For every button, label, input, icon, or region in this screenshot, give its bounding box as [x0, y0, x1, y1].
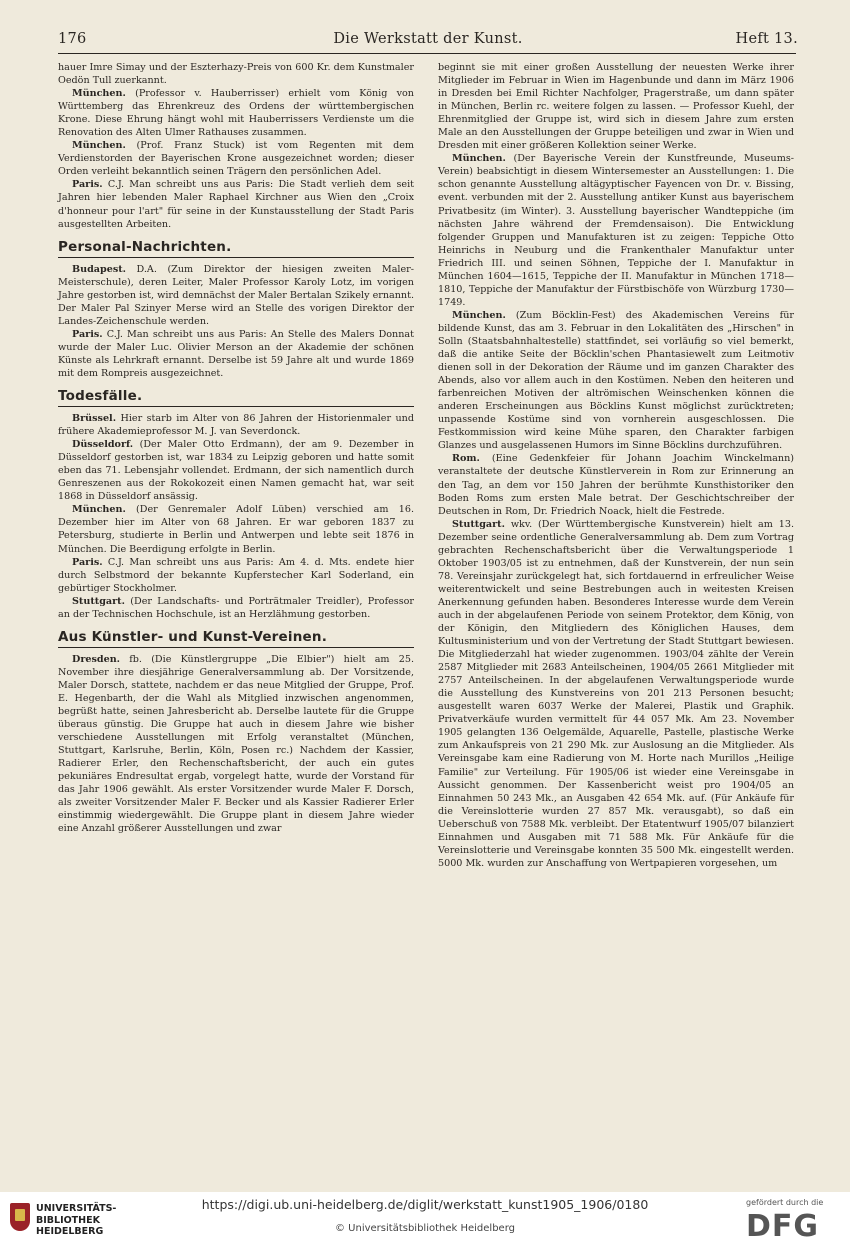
paragraph-text: beginnt sie mit einer großen Ausstellung der neuesten Werke ihrer Mitglieder im Februar in Wien im Hagenbunde und dann im März 1906 in Dresden bei Emil Richter Nachfolger, Pragerstraße, um dann später in München, Berlin rc. weitere folgen zu lassen. — Professor Kuehl, der Ehrenmitglied der Gruppe ist, wird sich in diesem Jahre zum ersten Male an den Ausstellungen der Gruppe beteiligen und zwar in Wien und Dresden mit einer größeren Kollektion seiner Werke.: [438, 62, 794, 152]
news-paragraph: [58, 412, 414, 438]
paragraph-text: wkv. (Der Württembergische Kunstverein) hielt am 13. Dezember seine ordentliche Generalversammlung ab. Dem zum Vortrag gebrachten Rechenschaftsbericht über die Verwaltungsperiode 1 Oktober 1903/05 ist zu entnehmen, daß der Kunstverein, der nun sein 78. Vereinsjahr zurückgelegt hat, sich fortdauernd in erfreulicher Weise weiterentwickelt und seine Bestrebungen auch in weitesten Kreisen Anerkennung gefunden haben. Besonderes Interesse wurde dem Verein auch in der abgelaufenen Periode von seinem Protektor, dem König, von der Königin, den Mitgliedern des Königlichen Hauses, dem Kultusministerium und von der Vertretung der Stadt Stuttgart bewiesen. Die Mitgliederzahl hat wieder zugenommen. 1903/04 zählte der Verein 2587 Mitglieder mit 2683 Anteilscheinen, 1904/05 2661 Mitglieder mit 2757 Anteilscheinen. In der abgelaufenen Verwaltungsperiode wurde die Ausstellung des Kunstvereins von 201 213 Personen besucht; ausgestellt waren 6037 Werke der Malerei, Plastik und Graphik. Privatverkäufe wurden vermittelt für 44 057 Mk. Am 23. November 1905 gelangten 136 Oelgemälde, Aquarelle, Pastelle, plastische Werke zum Ankaufspreis von 21 290 Mk. zur Auslosung an die Mitglieder. Als Vereinsgabe kam eine Radierung von M. Horte nach Murillos „Heilige Familie" zur Verteilung. Für 1905/06 ist wieder eine Vereinsgabe in Aussicht genommen. Der Kassenbericht weist pro 1904/05 an Einnahmen 50 243 Mk., an Ausgaben 42 654 Mk. auf. (Für Ankäufe für die Vereinslotterie wurden 27 857 Mk. verausgabt), so daß ein Ueberschuß von 7588 Mk. verbleibt. Der Etatentwurf 1905/07 bilanziert Einnahmen und Ausgaben mit 71 588 Mk. Für Ankäufe für die Vereinslotterie und Vereinsgabe konnten 35 500 Mk. eingestellt werden. 5000 Mk. wurden zur Anschaffung von Wertpapieren vorgesehen, um: [438, 518, 794, 869]
viewer-footer: [0, 1192, 850, 1250]
paragraph-text: C.J. Man schreibt uns aus Paris: An Stelle des Malers Donnat wurde der Maler Luc. Olivier Merson an der Akademie der schönen Künste als Lehrkraft ernannt. Derselbe ist 59 Jahre alt und wurde 1869 mit dem Rompreis ausgezeichnet.: [58, 328, 414, 379]
paragraph-text: C.J. Man schreibt uns aus Paris: Die Stadt verlieh dem seit Jahren hier lebenden Maler Raphael Kirchner aus Wien den „Croix d'honneur pour l'art" für seine in der Kunstausstellung der Stadt Paris ausgestellten Arbeiten.: [58, 179, 414, 230]
paragraph-text: (Eine Gedenkfeier für Johann Joachim Winckelmann) veranstaltete der deutsche Künstlerverein in Rom zur Erinnerung an den Tag, an dem vor 150 Jahren der berühmte Kunsthistoriker den Boden Roms zum ersten Male betrat. Der Geschichtschreiber der Deutschen in Rom, Dr. Friedrich Noack, hielt die Festrede.: [438, 453, 794, 517]
news-paragraph: [58, 178, 414, 230]
news-paragraph: [58, 139, 414, 178]
copyright-note: © Universitätsbibliothek Heidelberg: [334, 1223, 515, 1234]
dateline: Dresden.: [72, 653, 121, 665]
dateline: Rom.: [452, 453, 480, 465]
news-paragraph: [438, 61, 794, 152]
news-paragraph: [58, 438, 414, 503]
news-paragraph: [58, 61, 414, 87]
dateline: München.: [72, 88, 126, 100]
dateline: München.: [452, 153, 506, 165]
dateline: Stuttgart.: [452, 518, 505, 530]
funder-note: gefördert durch die: [746, 1198, 824, 1207]
paragraph-text: (Der Genremaler Adolf Lüben) verschied am 16. Dezember hier im Alter von 68 Jahren. Er war geboren 1837 zu Petersburg, studierte in Berlin und Antwerpen und lebte seit 1876 in München. Die Beerdigung erfolgte in Berlin.: [58, 504, 414, 555]
news-paragraph: [58, 328, 414, 380]
news-paragraph: [58, 263, 414, 328]
journal-title: Die Werkstatt der Kunst.: [333, 31, 523, 47]
issue-number: Heft 13.: [735, 31, 798, 47]
paragraph-text: (Zum Böcklin-Fest) des Akademischen Vereins für bildende Kunst, das am 3. Februar in den Lokalitäten des „Hirschen" in Solln (Staatsbahnhaltestelle) stattfindet, sei vorläufig so viel bemerkt, daß die antike Seite der Böcklin'schen Phantasiewelt zum Leitmotiv dienen soll in der Dekoration der Räume und im ganzen Charakter des Abends, also vor allem auch in den Kostümen. Neben den heiteren und farbenreichen Motiven der altrömischen Weinschenken können die anderen Erscheinungen aus Böcklins Kunst möglichst zurücktreten; unpassende Kostüme sind von vornherein ausgeschlossen. Die Festkommission wird keine Mühe sparen, den Charakter farbigen Glanzes und ausgelassenen Humors im Sinne Böcklins durchzuführen.: [438, 309, 794, 452]
dateline: Brüssel.: [72, 413, 117, 425]
news-paragraph: [438, 309, 794, 453]
news-paragraph: [438, 518, 794, 870]
library-name: UNIVERSITÄTS- BIBLIOTHEK HEIDELBERG: [36, 1203, 117, 1237]
dateline: Düsseldorf.: [72, 439, 134, 451]
section-heading: Aus Künstler- und Kunst-Vereinen.: [58, 629, 414, 648]
news-paragraph: [438, 152, 794, 309]
paragraph-text: (Professor v. Hauberrisser) erhielt vom König von Württemberg das Ehrenkreuz des Ordens der württembergischen Krone. Diese Ehrung hängt wohl mit Hauberrissers Verdienste um die Renovation des Alten Ulmer Rathauses zusammen.: [58, 88, 414, 139]
dateline: München.: [452, 309, 506, 321]
dateline: München.: [72, 140, 126, 152]
section-heading: Todesfälle.: [58, 388, 414, 407]
permalink[interactable]: https://digi.ub.uni-heidelberg.de/diglit/werkstatt_kunst1905_1906/0180: [201, 1197, 649, 1212]
dateline: Paris.: [72, 556, 103, 568]
paragraph-text: (Der Landschafts- und Porträtmaler Treidler), Professor an der Technischen Hochschule, ist an Herzlähmung gestorben.: [58, 595, 414, 620]
dateline: Paris.: [72, 179, 103, 191]
paragraph-text: Hier starb im Alter von 86 Jahren der Historienmaler und frühere Akademieprofessor M. J. van Severdonck.: [58, 413, 414, 438]
funder-logo[interactable]: [746, 1198, 836, 1244]
paragraph-text: hauer Imre Simay und der Eszterhazy-Preis von 600 Kr. dem Kunstmaler Oedön Tull zuerkannt.: [58, 62, 414, 87]
paragraph-text: (Prof. Franz Stuck) ist vom Regenten mit dem Verdienstorden der Bayerischen Krone ausgezeichnet worden; dieser Orden verleiht bekanntlich seinen Trägern den persönlichen Adel.: [58, 140, 414, 178]
dateline: Stuttgart.: [72, 595, 125, 607]
dateline: Paris.: [72, 328, 103, 340]
dateline: München.: [72, 504, 126, 516]
right-column: [438, 61, 794, 870]
news-paragraph: [58, 595, 414, 621]
left-column: [58, 61, 414, 835]
news-paragraph: [58, 87, 414, 139]
paragraph-text: D.A. (Zum Direktor der hiesigen zweiten Maler-Meisterschule), deren Leiter, Maler Professor Karoly Lotz, im vorigen Jahre gestorben ist, wird demnächst der Maler Bertalan Szikely ernannt. Der Maler Pal Szinyer Merse wird an Stelle des vorigen Direktor der Landes-Zeichenschule werden.: [58, 263, 414, 327]
dfg-logo-text: DFG: [746, 1209, 820, 1244]
paragraph-text: C.J. Man schreibt uns aus Paris: Am 4. d. Mts. endete hier durch Selbstmord der bekannte Kupferstecher Karl Soderland, ein gebürtiger Stockholmer.: [58, 556, 414, 594]
page-number: 176: [58, 31, 87, 47]
header-rule: [58, 53, 796, 54]
running-header: [58, 31, 798, 53]
paragraph-text: (Der Bayerische Verein der Kunstfreunde, Museums-Verein) beabsichtigt in diesem Wintersemester an Ausstellungen: 1. Die schon genannte Ausstellung altägyptischer Fayencen von Dr. v. Bissing, event. verbunden mit der 2. Ausstellung antiker Kunst aus bayerischem Privatbesitz (im Winter). 3. Ausstellung bayerischer Wandteppiche (im nächsten Jahre während der Fremdensaison). Die Entwicklung folgender Gruppen und Manufakturen ist zu zeigen: Teppiche Otto Heinrichs in Neuburg und die Frankenthaler Manufaktur unter Friedrich III. und seinen Söhnen, Teppiche der I. Manufaktur in München 1604—1615, Teppiche der II. Manufaktur in München 1718—1810, Teppiche der Manufaktur der Fürstbischöfe von Würzburg 1730—1749.: [438, 153, 794, 308]
news-paragraph: [438, 452, 794, 517]
news-paragraph: [58, 503, 414, 555]
paragraph-text: (Der Maler Otto Erdmann), der am 9. Dezember in Düsseldorf gestorben ist, war 1834 zu Leipzig geboren und hatte somit eben das 71. Lebensjahr vollendet. Erdmann, der sich namentlich durch Genreszenen aus der Rokokozeit einen Namen gemacht hat, war seit 1868 in Düsseldorf ansässig.: [58, 439, 414, 503]
paragraph-text: fb. (Die Künstlergruppe „Die Elbier") hielt am 25. November ihre diesjährige Generalversammlung ab. Der Vorsitzende, Maler Dorsch, stattete, nachdem er das neue Mitglied der Gruppe, Prof. E. Hegenbarth, der die Wahl als Mitglied inzwischen angenommen, begrüßt hatte, seinen Jahresbericht ab. Derselbe lautete für die Gruppe überaus günstig. Die Gruppe hat auch in diesem Jahre wie bisher verschiedene Ausstellungen mit Erfolg veranstaltet (München, Stuttgart, Karlsruhe, Berlin, Köln, Posen rc.) Nachdem der Kassier, Radierer Erler, den Rechenschaftsbericht, der auch ein gutes pekuniäres Endresultat ergab, vorgelegt hatte, wurde der Vorstand für das Jahr 1906 gewählt. Als erster Vorsitzender wurde Maler F. Dorsch, als zweiter Vorsitzender Maler F. Becker und als Kassier Radierer Erler einstimmig wiedergewählt. Die Gruppe plant in diesem Jahre wieder eine Anzahl größerer Ausstellungen und zwar: [58, 653, 414, 835]
news-paragraph: [58, 653, 414, 836]
news-paragraph: [58, 556, 414, 595]
dateline: Budapest.: [72, 263, 126, 275]
section-heading: Personal-Nachrichten.: [58, 239, 414, 258]
